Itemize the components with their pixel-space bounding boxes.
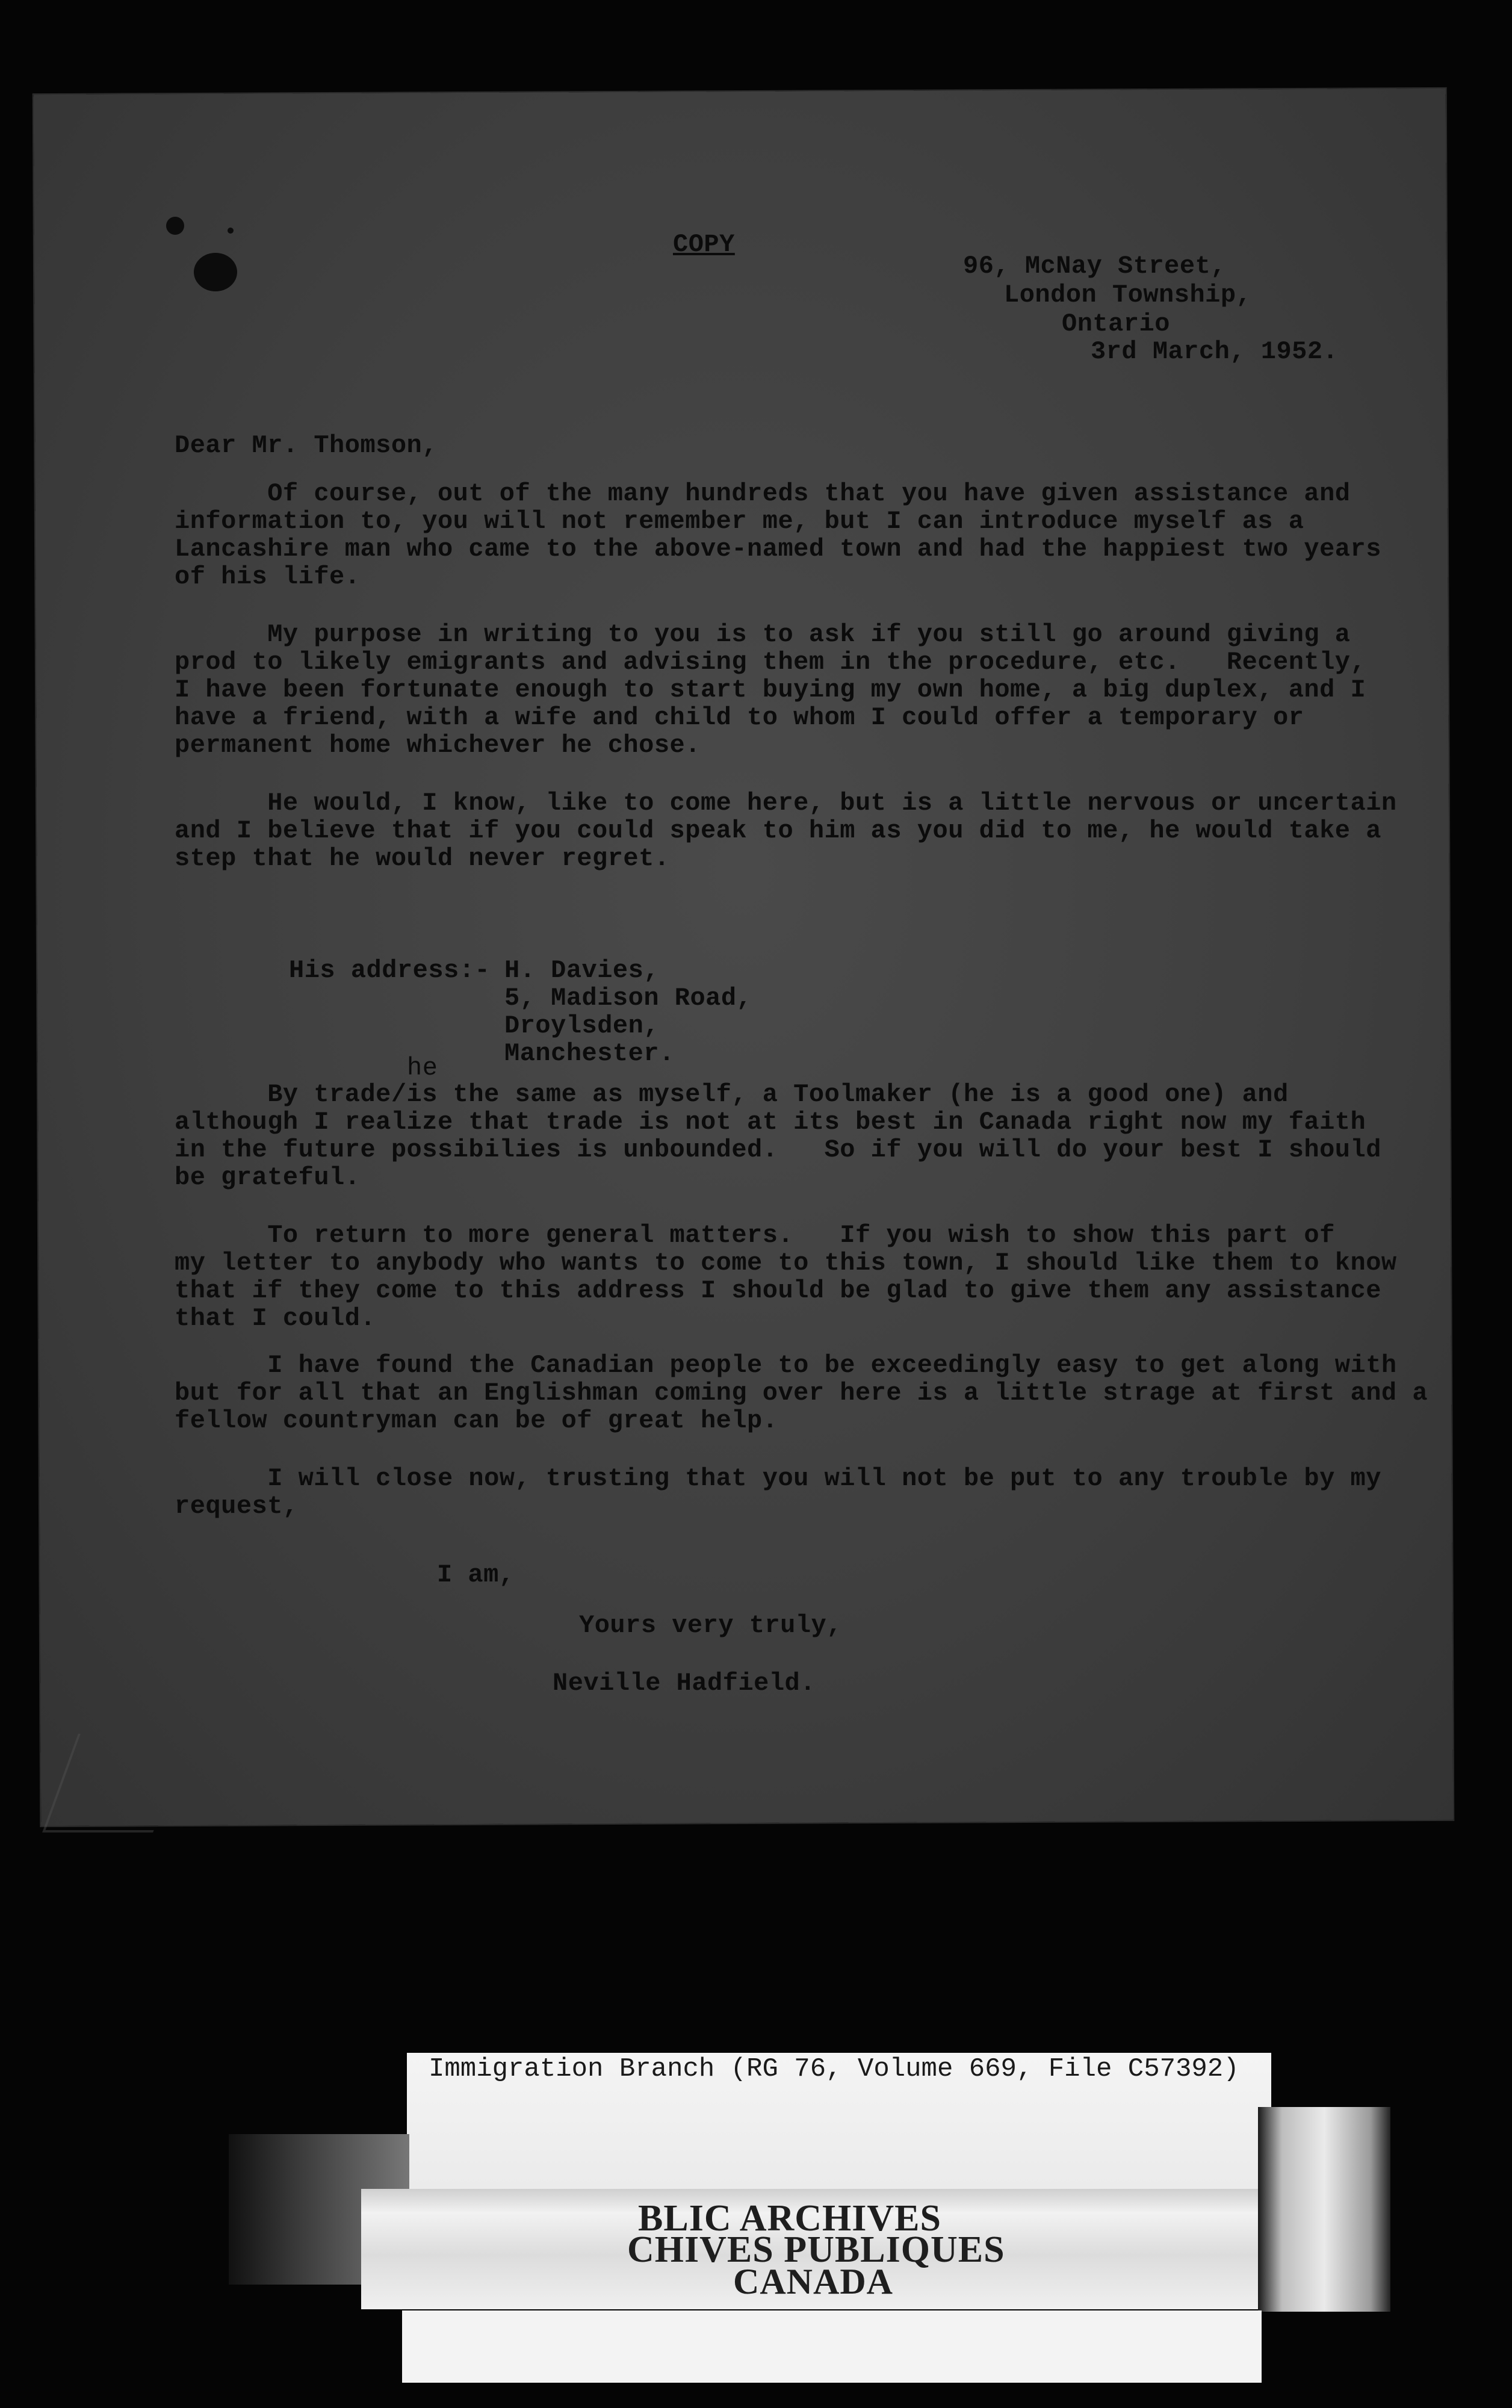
body-line: request, (175, 1492, 299, 1521)
body-line: but for all that an Englishman coming over here is a little strage at first and a (175, 1379, 1428, 1407)
body-line: in the future possibilies is unbounded. So if you will do your best I should (175, 1135, 1381, 1164)
body-line: I have found the Canadian people to be exceedingly easy to get along with (175, 1351, 1397, 1380)
body-line: I have been fortunate enough to start buying my own home, a big duplex, and I (175, 675, 1366, 704)
signature: Neville Hadfield. (553, 1669, 816, 1698)
archive-stamp-line: CHIVES PUBLIQUES (627, 2229, 1005, 2270)
copy-label: COPY (673, 230, 735, 259)
valediction: Yours very truly, (579, 1611, 842, 1640)
recipient-address-line: H. Davies, (504, 956, 660, 985)
body-line: of his life. (175, 562, 361, 591)
ink-blot (166, 217, 184, 235)
body-line: be grateful. (175, 1163, 361, 1192)
recipient-address-line: 5, Madison Road, (504, 984, 752, 1013)
archive-stamp-line: BLIC ARCHIVES (638, 2198, 941, 2239)
body-line: He would, I know, like to come here, but is a little nervous or uncertain (175, 789, 1397, 818)
handwritten-insert: he (407, 1054, 438, 1082)
sender-address-line: Ontario (1062, 309, 1170, 338)
archive-stamp-line: CANADA (733, 2262, 893, 2301)
body-line: prod to likely emigrants and advising them in the procedure, etc. Recently, (175, 648, 1366, 677)
body-line: Of course, out of the many hundreds that you have given assistance and (175, 479, 1351, 508)
recipient-address-line: Droylsden, (504, 1011, 660, 1040)
body-line: and I believe that if you could speak to him as you did to me, he would take a (175, 816, 1381, 845)
recipient-address-line: Manchester. (504, 1039, 675, 1068)
ink-blot (194, 253, 237, 291)
body-line: step that he would never regret. (175, 844, 670, 873)
letter-date: 3rd March, 1952. (1091, 337, 1339, 366)
body-line: permanent home whichever he chose. (175, 731, 701, 760)
body-line: information to, you will not remember me, but I can introduce myself as a (175, 507, 1304, 536)
archive-bottom-card (402, 2310, 1262, 2383)
body-line: fellow countryman can be of great help. (175, 1406, 778, 1435)
body-line: my letter to anybody who wants to come to this town, I should like them to know (175, 1249, 1397, 1277)
body-line: I will close now, trusting that you will not be put to any trouble by my (175, 1464, 1381, 1493)
body-line: Lancashire man who came to the above-named town and had the happiest two years (175, 535, 1381, 563)
body-line: that I could. (175, 1304, 376, 1333)
archive-reference: Immigration Branch (RG 76, Volume 669, File C57392) (429, 2054, 1239, 2084)
salutation: Dear Mr. Thomson, (175, 431, 438, 460)
body-line: To return to more general matters. If you wish to show this part of (175, 1221, 1335, 1250)
body-line: By trade/is the same as myself, a Toolmaker (he is a good one) and (175, 1080, 1289, 1109)
body-line: that if they come to this address I should be glad to give them any assistance (175, 1276, 1381, 1305)
sender-address-line: London Township, (1004, 281, 1252, 309)
closing-line: I am, (437, 1560, 515, 1589)
body-line: although I realize that trade is not at its best in Canada right now my faith (175, 1108, 1366, 1137)
body-line: have a friend, with a wife and child to whom I could offer a temporary or (175, 703, 1304, 732)
his-address-label: His address:- (289, 956, 491, 985)
film-strip-right (1258, 2107, 1390, 2312)
body-line: My purpose in writing to you is to ask if you still go around giving a (175, 620, 1351, 649)
ink-blot (228, 228, 234, 234)
sender-address-line: 96, McNay Street, (963, 252, 1226, 281)
